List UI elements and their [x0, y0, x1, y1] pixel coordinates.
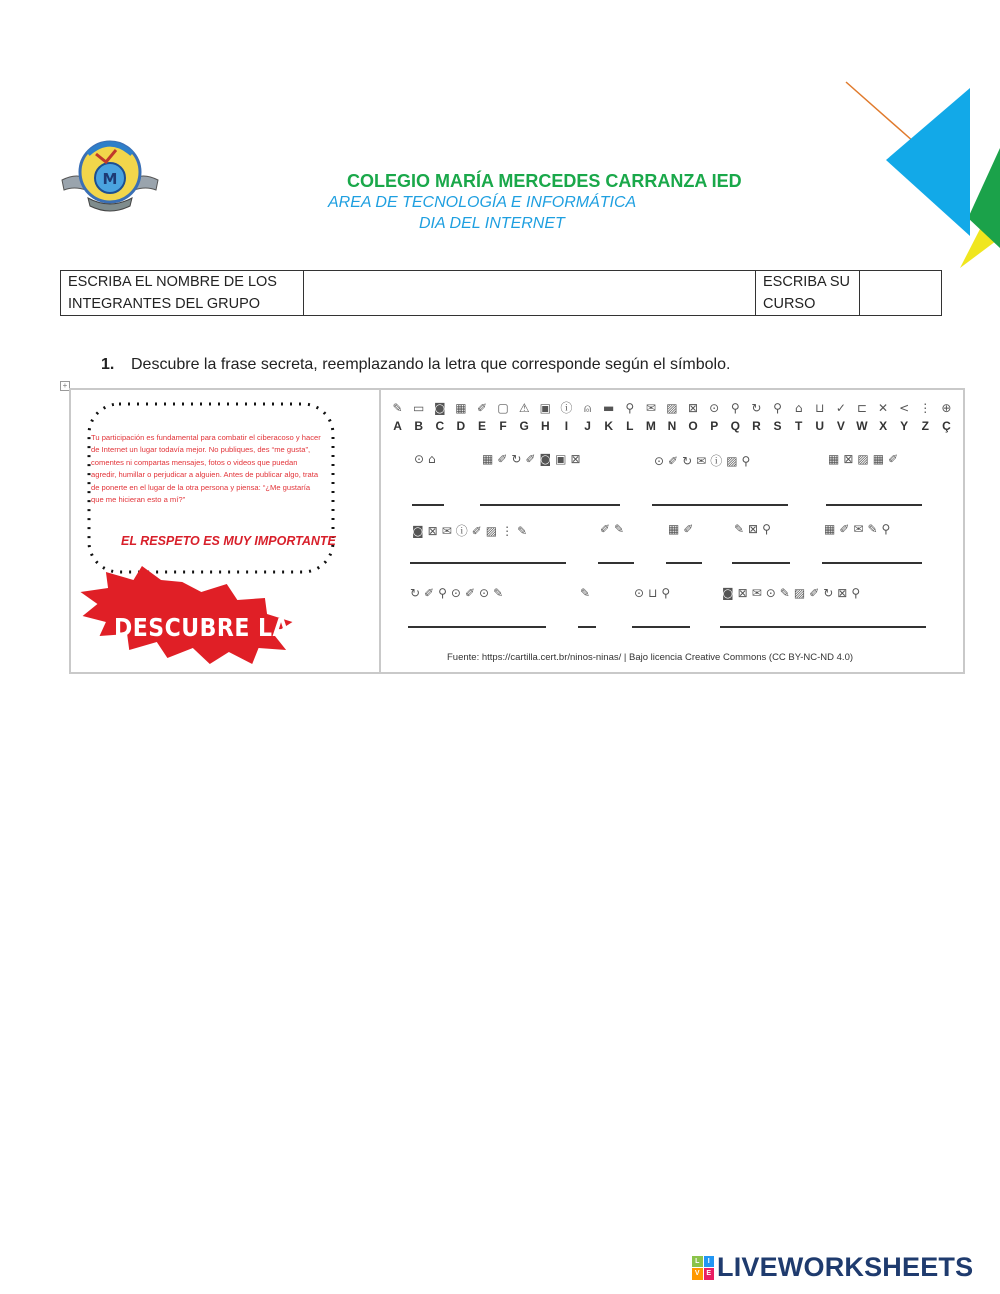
cipher-symbol-icon: ⋮ — [919, 401, 932, 415]
names-label-line2: INTEGRANTES DEL GRUPO — [68, 296, 261, 312]
answer-blank[interactable] — [632, 626, 690, 628]
burst-label: DESCUBRE LA FRASE — [114, 614, 381, 643]
cipher-key-column — [471, 400, 492, 435]
cipher-key — [387, 400, 957, 435]
cipher-letter: Y — [900, 419, 909, 433]
cipher-key-column — [640, 400, 661, 435]
names-label-line1: ESCRIBA EL NOMBRE DE LOS — [68, 274, 277, 290]
cipher-symbol-icon: ⊠ — [688, 401, 699, 415]
cipher-symbol-icon: ✎ — [392, 401, 403, 415]
puzzle-row-3 — [404, 586, 964, 606]
puzzle-word-icons: ⊙✐↻✉ⓘ▨⚲ — [654, 454, 755, 468]
puzzle-word-icons: ✐✎ — [600, 522, 629, 536]
cipher-letter: F — [499, 419, 507, 433]
topic-subtitle: DIA DEL INTERNET — [419, 215, 565, 232]
logo-letter: I — [704, 1256, 715, 1268]
cipher-letter: C — [435, 419, 445, 433]
cipher-symbol-icon: ⌂ — [794, 401, 803, 415]
cipher-key-column — [725, 400, 746, 435]
area-subtitle: AREA DE TECNOLOGÍA E INFORMÁTICA — [328, 194, 637, 211]
liveworksheets-brand[interactable] — [692, 1252, 973, 1283]
cipher-letter: L — [626, 419, 634, 433]
answer-blank[interactable] — [822, 562, 922, 564]
cipher-symbol-icon: ◙ — [433, 401, 446, 415]
cipher-letter: M — [645, 419, 656, 433]
cipher-symbol-icon: ▭ — [412, 401, 425, 415]
cipher-key-column — [493, 400, 514, 435]
cipher-symbol-icon: ▣ — [539, 401, 551, 415]
cipher-key-column — [936, 400, 957, 435]
course-label — [756, 271, 860, 316]
cipher-symbol-icon: ✉ — [645, 401, 656, 415]
cipher-letter: V — [836, 419, 845, 433]
puzzle-word-icons: ◙⊠✉ⓘ✐▨⋮✎ — [412, 524, 532, 538]
cipher-key-column — [429, 400, 450, 435]
cipher-symbol-icon: ▦ — [455, 401, 467, 415]
cipher-letter: G — [519, 419, 529, 433]
answer-blank[interactable] — [732, 562, 790, 564]
puzzle-word-icons: ▦✐↻✐◙▣⊠ — [482, 452, 585, 466]
cipher-symbol-icon: ⚲ — [730, 401, 740, 415]
cipher-letter: U — [815, 419, 825, 433]
cipher-letter: B — [414, 419, 423, 433]
puzzle-word-icons: ▦✐ — [668, 522, 698, 536]
puzzle-word-icons: ▦⊠▨▦✐ — [828, 452, 903, 466]
cipher-letter: O — [688, 419, 698, 433]
cipher-key-column — [619, 400, 640, 435]
cipher-symbol-icon: ⍝ — [583, 401, 592, 415]
cipher-key-column — [704, 400, 725, 435]
cipher-key-column — [683, 400, 704, 435]
course-field[interactable] — [860, 271, 942, 316]
logo-letter: V — [692, 1268, 703, 1280]
liveworksheets-logo-icon — [692, 1256, 714, 1280]
school-name: COLEGIO MARÍA MERCEDES CARRANZA IED — [347, 171, 742, 191]
cipher-letter: J — [584, 419, 591, 433]
table-anchor-icon[interactable]: + — [60, 381, 70, 391]
puzzle-word-icons: ⊙⌂ — [414, 452, 440, 466]
activity-image — [69, 388, 965, 674]
cipher-letter: I — [564, 419, 569, 433]
cipher-symbol-icon: ✓ — [835, 401, 846, 415]
answer-blank[interactable] — [652, 504, 788, 506]
school-logo — [58, 132, 162, 216]
cipher-symbol-icon: ▨ — [666, 401, 678, 415]
cipher-key-column — [387, 400, 408, 435]
cipher-symbol-icon: ⊙ — [709, 401, 720, 415]
cipher-key-column — [851, 400, 872, 435]
cipher-symbol-icon: < — [899, 401, 910, 415]
group-info-table — [60, 270, 942, 316]
cipher-symbol-icon: ⊕ — [941, 401, 952, 415]
cipher-symbol-icon: ⚲ — [773, 401, 782, 415]
cipher-key-column — [408, 400, 429, 435]
puzzle-word-icons: ⊙⊔⚲ — [634, 586, 675, 600]
puzzle-word-icons: ✎ — [580, 586, 595, 600]
cipher-key-column — [894, 400, 915, 435]
cipher-letter: Z — [921, 419, 929, 433]
question-text: Descubre la frase secreta, reemplazando la letra que corresponde según el símbolo. — [131, 356, 731, 373]
cipher-key-column — [746, 400, 767, 435]
corner-decoration — [840, 78, 1000, 268]
cipher-symbol-icon: ▬ — [602, 401, 615, 415]
names-field[interactable] — [304, 271, 756, 316]
cipher-key-column — [788, 400, 809, 435]
cipher-key-column — [767, 400, 788, 435]
course-label-line2: CURSO — [763, 296, 816, 312]
answer-blank[interactable] — [826, 504, 922, 506]
cipher-letter: W — [856, 419, 868, 433]
cipher-key-column — [577, 400, 598, 435]
brand-name: LIVEWORKSHEETS — [717, 1252, 974, 1282]
puzzle-word-icons: ✎⊠⚲ — [734, 522, 775, 536]
source-credit: Fuente: https://cartilla.cert.br/ninos-ninas/ | Bajo licencia Creative Commons (CC BY-NC-ND 4.0) — [447, 652, 854, 663]
cipher-key-column — [514, 400, 535, 435]
logo-letter: E — [704, 1268, 715, 1280]
cipher-letter: E — [477, 419, 486, 433]
cipher-letter: P — [710, 419, 719, 433]
cipher-symbol-icon: ⓘ — [560, 401, 573, 415]
puzzle-row-2 — [404, 522, 964, 542]
cipher-key-column — [556, 400, 577, 435]
names-input[interactable] — [311, 271, 748, 315]
question-number: 1. — [101, 356, 115, 373]
cipher-symbol-icon: ⚠ — [518, 401, 530, 415]
cipher-key-column — [873, 400, 894, 435]
svg-text:M: M — [102, 170, 118, 188]
cipher-letter: A — [393, 419, 402, 433]
course-input[interactable] — [867, 271, 934, 315]
bubble-paragraph: Tu participación es fundamental para combatir el ciberacoso y hacer de Internet un lugar todavía mejor. No publiques, des “me gusta”, comentes ni compartas mensajes, fotos o videos que puedan agredir, humillar o perjudicar a alguien. Antes de publicar algo, trata de ponerte en el lugar de la otra persona y piensa: “¿Me gustaría que me hicieran esto a mí?” — [91, 433, 321, 505]
cipher-letter: Q — [730, 419, 740, 433]
cipher-key-column — [661, 400, 682, 435]
cipher-symbol-icon: ✕ — [878, 401, 889, 415]
cipher-letter: H — [540, 419, 550, 433]
names-label — [61, 271, 304, 316]
cipher-key-column — [450, 400, 471, 435]
cipher-key-column — [830, 400, 851, 435]
cipher-symbol-icon: ✐ — [476, 401, 488, 415]
cipher-symbol-icon: ▢ — [497, 401, 509, 415]
cipher-symbol-icon: ⊔ — [815, 401, 825, 415]
cipher-key-column — [809, 400, 830, 435]
answer-blank[interactable] — [720, 626, 926, 628]
puzzle-word-icons: ▦✐✉✎⚲ — [824, 522, 895, 536]
cipher-key-column — [915, 400, 936, 435]
answer-blank[interactable] — [578, 626, 596, 628]
cipher-symbol-icon: ↻ — [751, 401, 762, 415]
cipher-key-column — [598, 400, 619, 435]
puzzle-row-1 — [404, 452, 964, 472]
answer-blank[interactable] — [410, 562, 566, 564]
cipher-symbol-icon: ⊏ — [856, 401, 867, 415]
cipher-letter: D — [456, 419, 466, 433]
bubble-title: EL RESPETO ES MUY IMPORTANTE — [121, 534, 336, 548]
cipher-letter: S — [773, 419, 782, 433]
cipher-letter: T — [794, 419, 803, 433]
info-panel — [71, 390, 381, 672]
answer-blank[interactable] — [412, 504, 444, 506]
puzzle-word-icons: ↻✐⚲⊙✐⊙✎ — [410, 586, 508, 600]
logo-letter: L — [692, 1256, 703, 1268]
cipher-letter: K — [604, 419, 613, 433]
answer-blank[interactable] — [408, 626, 546, 628]
answer-blank[interactable] — [480, 504, 620, 506]
cipher-letter: X — [879, 419, 888, 433]
cipher-symbol-icon: ⚲ — [625, 401, 635, 415]
cipher-letter: R — [752, 419, 761, 433]
answer-blank[interactable] — [598, 562, 634, 564]
cipher-key-column — [535, 400, 556, 435]
puzzle-word-icons: ◙⊠✉⊙✎▨✐↻⊠⚲ — [722, 586, 865, 600]
answer-blank[interactable] — [666, 562, 702, 564]
cipher-letter: Ç — [942, 419, 951, 433]
cipher-letter: N — [667, 419, 677, 433]
course-label-line1: ESCRIBA SU — [763, 274, 851, 290]
